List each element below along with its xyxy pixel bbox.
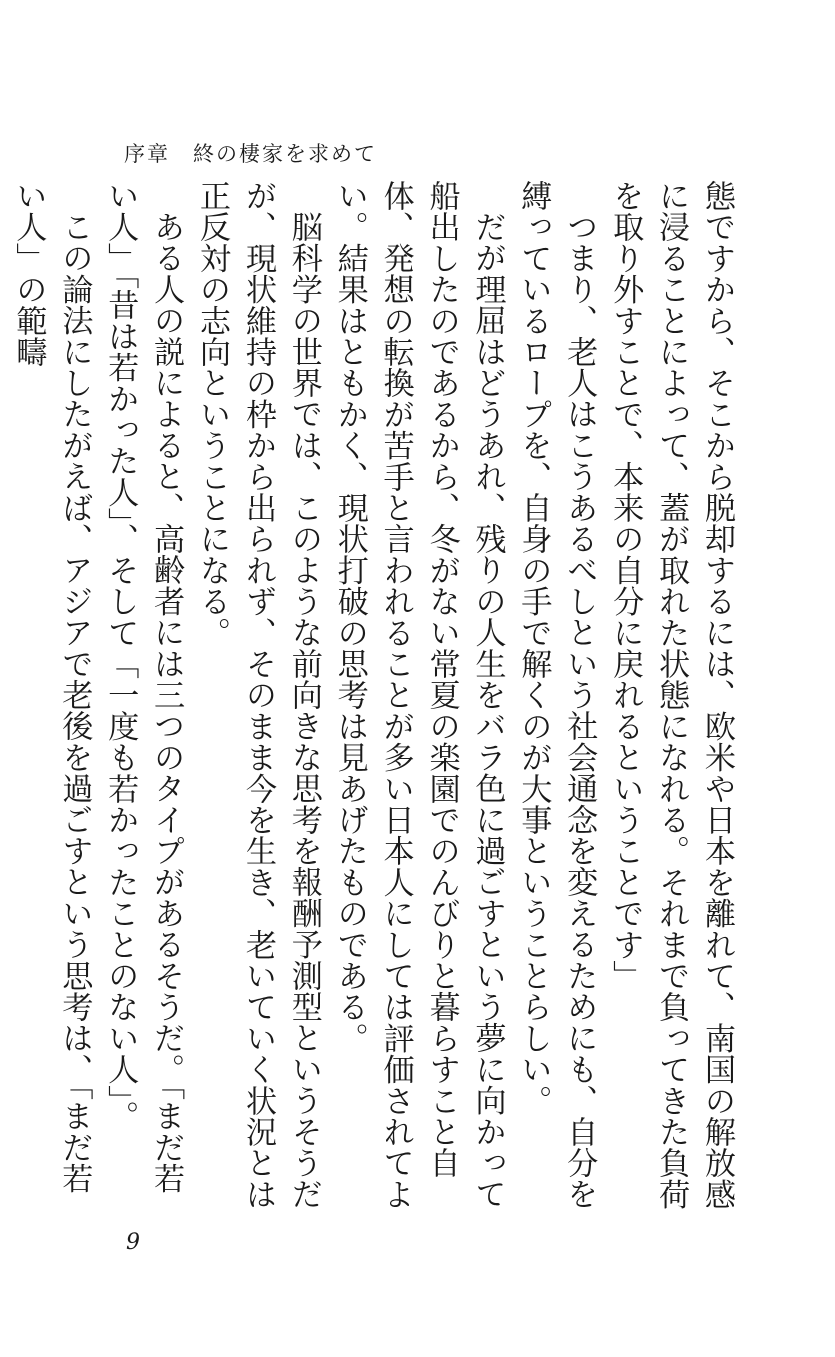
page-number: 9 [126,1230,140,1255]
paragraph-6: この論法にしたがえば、アジアで老後を過ごすという思考は、「まだ若い人」の範疇 [10,180,93,1194]
running-head: 序章 終の棲家を求めて [124,142,377,166]
body-text [5,180,740,1210]
paragraph-2: つまり、老人はこうあるべしという社会通念を変えるためにも、自分を縛っているロープを、自身の手で解くのが大事ということらしい。 [515,180,598,1210]
paragraph-1: 態ですから、そこから脱却するには、欧米や日本を離れて、南国の解放感に浸ることによって、蓋が取れた状態になれる。それまで負ってきた負荷を取り外すことで、本来の自分に戻れるということです」 [607,180,735,1210]
paragraph-4: 脳科学の世界では、このような前向きな思考を報酬予測型というそうだが、現状維持の枠から出られず、そのまま今を生き、老いていく状況とは正反対の志向ということになる。 [194,180,322,1210]
paragraph-3: だが理屈はどうあれ、残りの人生をバラ色に過ごすという夢に向かって船出したのであるから、冬がない常夏の楽園でのんびりと暮らすこと自体、発想の転換が苦手と言われることが多い日本人にしては評価されてよい。結果はともかく、現状打破の思考は見あげたものである。 [331,180,506,1210]
paragraph-5: ある人の説によると、高齢者には三つのタイプがあるそうだ。「まだ若い人」「昔は若かった人」、そして「一度も若かったことのない人」。 [102,180,185,1194]
